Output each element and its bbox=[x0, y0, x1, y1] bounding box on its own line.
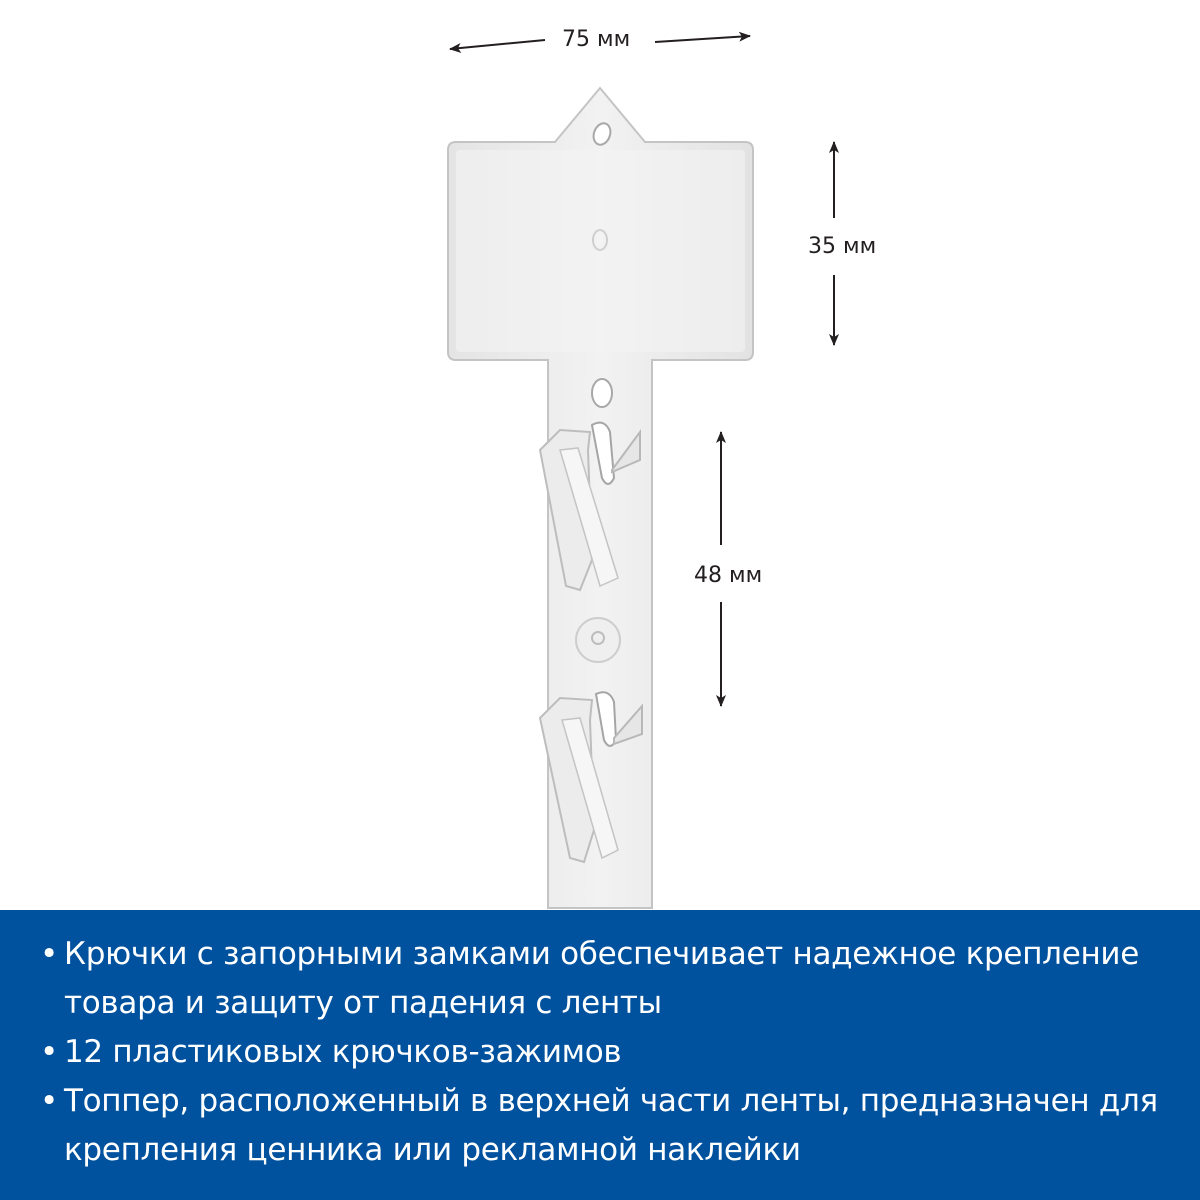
topper-panel bbox=[456, 150, 745, 352]
dimension-hook-pitch-label: 48 мм bbox=[690, 563, 766, 588]
strip-hole bbox=[592, 379, 612, 407]
bullet-dot-icon: • bbox=[40, 1083, 58, 1119]
feature-text: Топпер, расположенный в верхней части ленты, предназначен для крепления ценника или рекламной наклейки bbox=[64, 1083, 1158, 1168]
feature-item-locking-hooks bbox=[40, 930, 1170, 1028]
dimension-width-label: 75 мм bbox=[558, 27, 634, 52]
feature-text: 12 пластиковых крючков-зажимов bbox=[64, 1034, 622, 1070]
feature-text: Крючки с запорными замками обеспечивает надежное крепление товара и защиту от падения с ленты bbox=[64, 936, 1140, 1021]
strip-boss bbox=[576, 618, 620, 662]
bullet-dot-icon: • bbox=[40, 1034, 58, 1070]
bullet-dot-icon: • bbox=[40, 936, 58, 972]
dimension-topper-height-label: 35 мм bbox=[804, 234, 880, 259]
feature-item-topper bbox=[40, 1077, 1170, 1175]
features-panel bbox=[0, 910, 1200, 1200]
feature-item-hook-count bbox=[40, 1028, 1170, 1077]
